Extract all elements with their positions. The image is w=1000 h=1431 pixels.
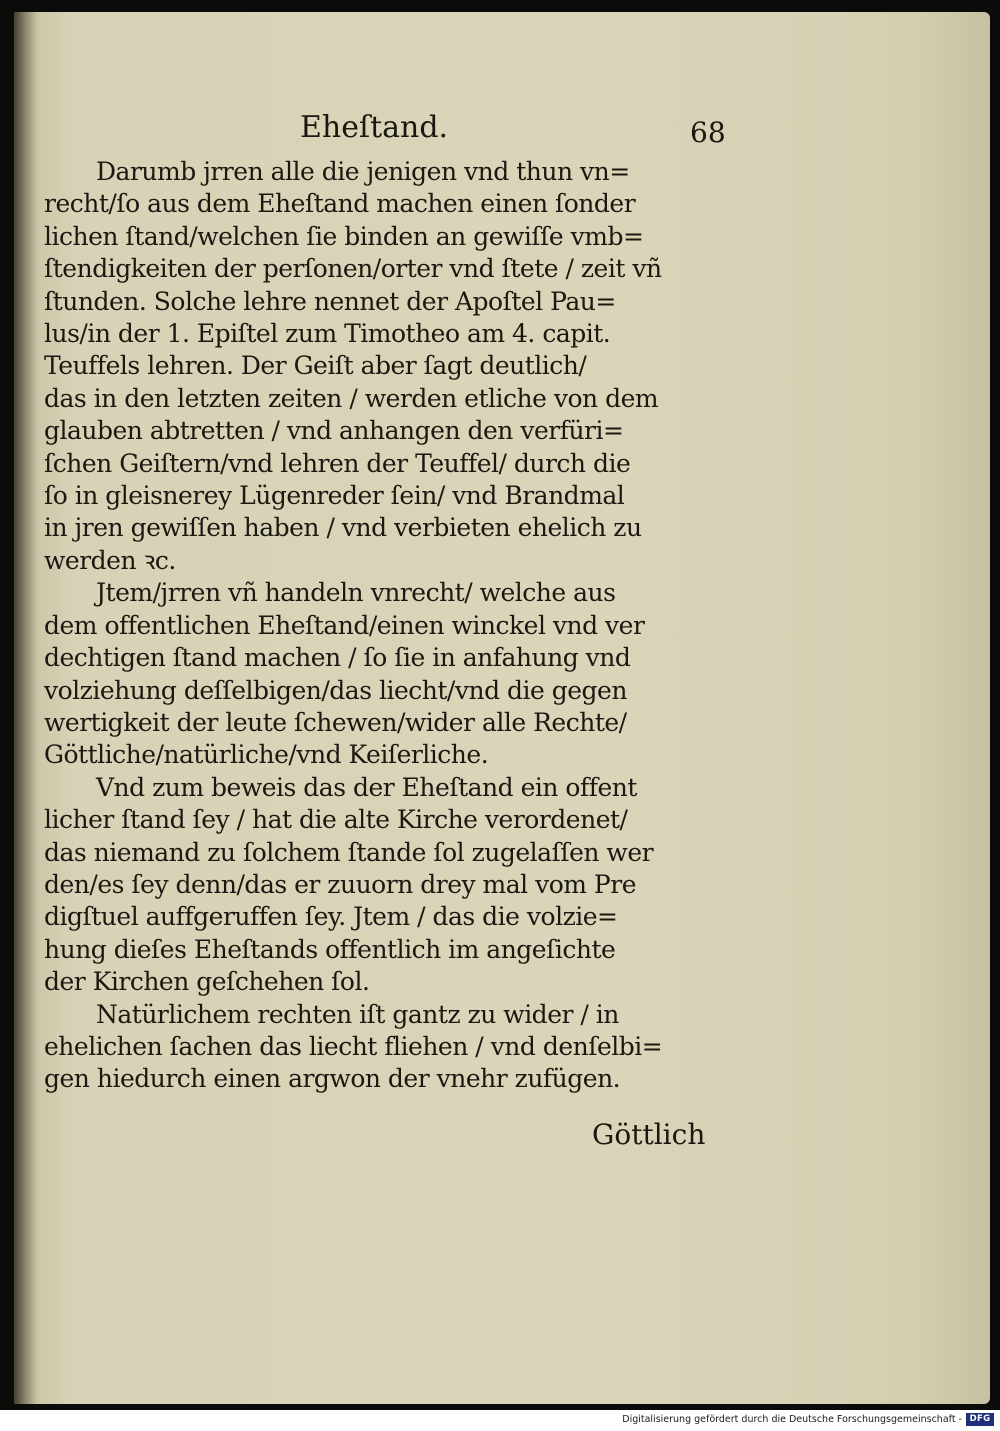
text-line: dem offentlichen Eheſtand/einen winckel vnd ver (44, 610, 645, 640)
text-line: Göttliche/natürliche/vnd Keiſerliche. (44, 740, 489, 770)
text-line: Vnd zum beweis das der Eheſtand ein offent (96, 772, 637, 802)
text-line: ſtendigkeiten der perſonen/orter vnd ſtete / zeit vñ (44, 254, 662, 284)
gutter-shadow (14, 12, 36, 1404)
footer-credit: Digitalisierung gefördert durch die Deutsche Forschungsgemeinschaft - (622, 1414, 962, 1425)
text-line: lichen ſtand/welchen ſie binden an gewiſſe vmb= (44, 221, 644, 251)
text-line: in jren gewiſſen haben / vnd verbieten ehelich zu (44, 513, 642, 543)
text-line: Natürlichem rechten iſt gantz zu wider / in (96, 999, 619, 1029)
text-line: Darumb jrren alle die jenigen vnd thun vn= (96, 157, 630, 186)
text-line: dechtigen ſtand machen / ſo ſie in anfahung vnd (44, 643, 631, 673)
text-line: den/es ſey denn/das er zuuorn drey mal vom Pre (44, 869, 637, 899)
text-line: glauben abtretten / vnd anhangen den verfüri= (44, 416, 624, 446)
text-line: ſo in gleisnerey Lügenreder ſein/ vnd Brandmal (44, 481, 625, 511)
page-number: 68 (690, 116, 726, 149)
text-line: recht/ſo aus dem Eheſtand machen einen ſonder (44, 189, 636, 219)
text-line: licher ſtand ſey / hat die alte Kirche verordenet/ (44, 805, 628, 835)
text-line: lus/in der 1. Epiſtel zum Timotheo am 4. capit. (44, 319, 611, 349)
text-line: hung dieſes Eheſtands offentlich im angeſichte (44, 934, 616, 964)
text-line: ehelichen ſachen das liecht fliehen / vnd denſelbi= (44, 1031, 663, 1061)
text-line: ſchen Geiſtern/vnd lehren der Teuffel/ durch die (44, 448, 631, 478)
text-line: wertigkeit der leute ſchewen/wider alle Rechte/ (44, 707, 627, 737)
text-line: volziehung deſſelbigen/das liecht/vnd die gegen (44, 675, 627, 705)
dfg-logo-icon: DFG (966, 1413, 994, 1426)
text-line: das in den letzten zeiten / werden etliche von dem (44, 383, 659, 413)
text-line: das niemand zu ſolchem ſtande ſol zugelaſſen wer (44, 837, 654, 867)
text-line: digſtuel auffgeruffen ſey. Jtem / das die volzie= (44, 902, 618, 932)
running-head: Eheſtand. (300, 110, 449, 145)
text-line: der Kirchen geſchehen ſol. (44, 967, 370, 997)
body-text (44, 156, 724, 1096)
text-line: werden ꝛc. (44, 545, 176, 575)
text-line: Jtem/jrren vñ handeln vnrecht/ welche aus (96, 578, 616, 608)
text-line: ſtunden. Solche lehre nennet der Apoſtel Pau= (44, 286, 616, 316)
text-line: Teuffels lehren. Der Geiſt aber ſagt deutlich/ (44, 351, 587, 381)
catchword: Göttlich (592, 1118, 706, 1151)
text-line: gen hiedurch einen argwon der vnehr zufügen. (44, 1064, 621, 1094)
